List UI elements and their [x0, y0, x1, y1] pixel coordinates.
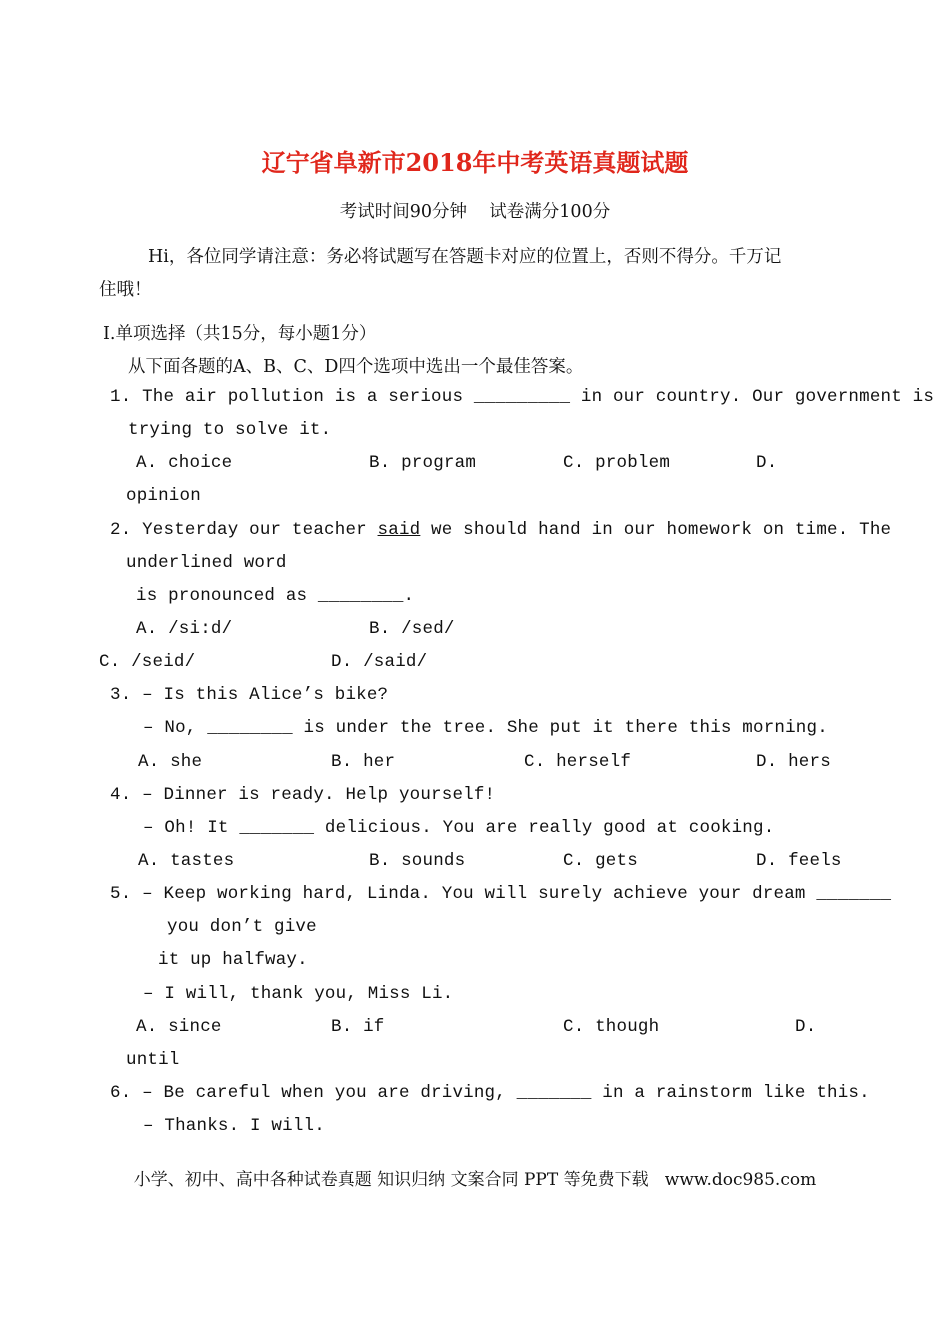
- q5-option-d-text: until: [126, 1050, 180, 1070]
- q4-option-c: C. gets: [563, 851, 638, 871]
- q2-option-d: D. /said/: [331, 652, 428, 672]
- q4-stem-line-2: – Oh! It _______ delicious. You are really good at cooking.: [143, 818, 775, 838]
- q2-option-c: C. /seid/: [99, 652, 196, 672]
- exam-subtitle: 考试时间90分钟 试卷满分100分: [339, 202, 611, 222]
- q1-option-c: C. problem: [563, 453, 671, 473]
- q3-option-b: B. her: [331, 752, 396, 772]
- exam-title: 辽宁省阜新市2018年中考英语真题试题: [261, 148, 689, 177]
- q2-option-a: A. /si:d/: [136, 619, 233, 639]
- section-instruction: 从下面各题的A、B、C、D四个选项中选出一个最佳答案。: [128, 357, 584, 377]
- q2-stem-pre: 2. Yesterday our teacher: [110, 520, 378, 540]
- notice-line-1: Hi，各位同学请注意：务必将试题写在答题卡对应的位置上，否则不得分。千万记: [148, 247, 782, 267]
- q1-option-a: A. choice: [136, 453, 233, 473]
- q3-option-a: A. she: [138, 752, 203, 772]
- q1-stem-line-1: 1. The air pollution is a serious _________ in our country. Our government is: [110, 387, 935, 407]
- q3-stem-line-1: 3. – Is this Alice’s bike?: [110, 685, 389, 705]
- q1-stem-line-2: trying to solve it.: [128, 420, 332, 440]
- q2-underlined-word: said: [377, 520, 421, 540]
- q6-stem-line-2: – Thanks. I will.: [143, 1116, 325, 1136]
- notice-line-2: 住哦！: [99, 280, 152, 300]
- q1-option-d: D.: [756, 453, 778, 473]
- q5-stem-line-1: 5. – Keep working hard, Linda. You will surely achieve your dream _______: [110, 884, 892, 904]
- q5-stem-line-2: you don’t give: [167, 917, 317, 937]
- q5-option-b: B. if: [331, 1017, 385, 1037]
- q3-option-c: C. herself: [524, 752, 632, 772]
- q4-option-a: A. tastes: [138, 851, 235, 871]
- q5-option-c: C. though: [563, 1017, 660, 1037]
- q1-option-d-text: opinion: [126, 486, 201, 506]
- q5-option-a: A. since: [136, 1017, 222, 1037]
- q2-stem-post: we should hand in our homework on time. The: [420, 520, 892, 540]
- q2-option-b: B. /sed/: [369, 619, 455, 639]
- q5-stem-line-3: it up halfway.: [158, 950, 308, 970]
- q1-option-b: B. program: [369, 453, 477, 473]
- q2-stem-line-2: underlined word: [126, 553, 287, 573]
- q3-stem-line-2: – No, ________ is under the tree. She put it there this morning.: [143, 718, 828, 738]
- q5-stem-line-4: – I will, thank you, Miss Li.: [143, 984, 454, 1004]
- q4-option-b: B. sounds: [369, 851, 466, 871]
- q4-option-d: D. feels: [756, 851, 842, 871]
- section-heading: Ⅰ.单项选择（共15分，每小题1分）: [103, 324, 377, 344]
- q2-stem-line-3: is pronounced as ________.: [136, 586, 415, 606]
- q6-stem-line-1: 6. – Be careful when you are driving, _______ in a rainstorm like this.: [110, 1083, 870, 1103]
- footer-ad: 小学、初中、高中各种试卷真题 知识归纳 文案合同 PPT 等免费下载 www.doc985.com: [133, 1170, 817, 1190]
- q3-option-d: D. hers: [756, 752, 831, 772]
- q5-option-d: D.: [795, 1017, 817, 1037]
- q2-stem-line-1: [110, 520, 891, 540]
- q4-stem-line-1: 4. – Dinner is ready. Help yourself!: [110, 785, 496, 805]
